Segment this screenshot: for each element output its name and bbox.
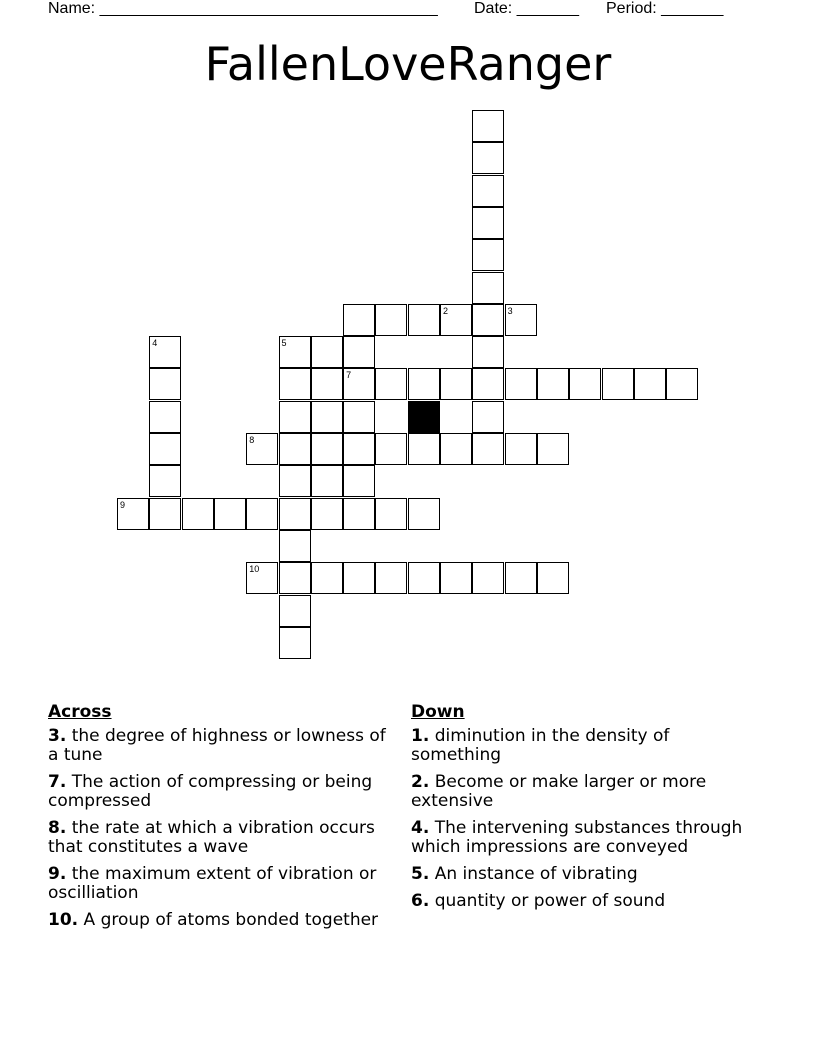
clue-number: 8 (249, 435, 255, 445)
grid-cell[interactable] (311, 368, 343, 400)
grid-cell[interactable] (182, 498, 214, 530)
across-clue (48, 865, 388, 903)
clue-number: 2. (411, 772, 430, 792)
grid-cell[interactable] (472, 272, 504, 304)
grid-cell[interactable] (440, 433, 472, 465)
grid-cell[interactable] (279, 336, 311, 368)
grid-cell[interactable] (343, 336, 375, 368)
grid-cell[interactable] (343, 465, 375, 497)
puzzle-title: FallenLoveRanger (204, 37, 612, 91)
grid-cell[interactable] (343, 368, 375, 400)
grid-cell[interactable] (246, 498, 278, 530)
grid-cell[interactable] (149, 368, 181, 400)
grid-cell[interactable] (375, 498, 407, 530)
grid-cell[interactable] (537, 368, 569, 400)
grid-cell[interactable] (472, 336, 504, 368)
grid-cell[interactable] (343, 304, 375, 336)
clue-number: 3 (507, 305, 513, 316)
grid-cell[interactable] (343, 562, 375, 594)
clue-text: the degree of highness or lowness of a tune (48, 726, 386, 765)
clue-number: 6. (411, 891, 430, 911)
grid-cell[interactable] (569, 368, 601, 400)
grid-cell[interactable] (117, 498, 149, 530)
grid-cell[interactable] (375, 562, 407, 594)
grid-cell[interactable] (472, 110, 504, 142)
clue-number: 7 (346, 370, 352, 381)
name-field-label: Name: ______________________________________ (48, 0, 438, 17)
grid-cell[interactable] (311, 465, 343, 497)
clue-number: 4. (411, 818, 430, 838)
grid-cell[interactable] (149, 465, 181, 497)
grid-cell[interactable] (440, 368, 472, 400)
grid-cell[interactable] (472, 433, 504, 465)
grid-cell[interactable] (537, 433, 569, 465)
grid-cell[interactable] (472, 368, 504, 400)
grid-cell[interactable] (311, 498, 343, 530)
clue-text: diminution in the density of something (411, 726, 670, 765)
clue-text: the rate at which a vibration occurs that constitutes a wave (48, 818, 375, 857)
grid-cell[interactable] (311, 433, 343, 465)
blocked-cell (408, 401, 440, 433)
grid-cell[interactable] (440, 562, 472, 594)
grid-cell[interactable] (149, 401, 181, 433)
clue-text: quantity or power of sound (434, 891, 666, 911)
clue-number: 2 (443, 305, 449, 316)
grid-cell[interactable] (311, 562, 343, 594)
grid-cell[interactable] (408, 433, 440, 465)
grid-cell[interactable] (666, 368, 698, 400)
grid-cell[interactable] (246, 433, 278, 465)
across-clue (48, 773, 388, 811)
clue-text: the maximum extent of vibration or oscilliation (48, 864, 377, 903)
down-heading: Down (411, 702, 465, 722)
clue-text: A group of atoms bonded together (83, 910, 379, 930)
grid-cell[interactable] (311, 336, 343, 368)
across-clue (48, 819, 388, 857)
clue-number: 7. (48, 772, 67, 792)
down-clue (411, 773, 751, 811)
clue-number: 10. (48, 910, 79, 930)
date-field-label: Date: _______ (474, 0, 579, 17)
clue-number: 9. (48, 864, 67, 884)
grid-cell[interactable] (634, 368, 666, 400)
clue-number: 8. (48, 818, 67, 838)
grid-cell[interactable] (440, 304, 472, 336)
period-field-label: Period: _______ (606, 0, 724, 17)
grid-cell[interactable] (279, 368, 311, 400)
grid-cell[interactable] (472, 142, 504, 174)
grid-cell[interactable] (408, 498, 440, 530)
grid-cell[interactable] (343, 498, 375, 530)
clue-number: 10 (249, 564, 260, 575)
down-clue (411, 727, 751, 765)
grid-cell[interactable] (279, 433, 311, 465)
grid-cell[interactable] (343, 433, 375, 465)
down-clues (411, 703, 751, 919)
grid-cell[interactable] (408, 562, 440, 594)
grid-cell[interactable] (472, 239, 504, 271)
clue-text: An instance of vibrating (434, 864, 638, 884)
clue-text: The intervening substances through which impressions are conveyed (411, 818, 743, 857)
grid-cell[interactable] (149, 433, 181, 465)
grid-cell[interactable] (149, 498, 181, 530)
across-clue (48, 727, 388, 765)
grid-cell[interactable] (537, 562, 569, 594)
grid-cell[interactable] (505, 562, 537, 594)
grid-cell[interactable] (472, 562, 504, 594)
grid-cell[interactable] (279, 498, 311, 530)
grid-cell[interactable] (375, 368, 407, 400)
grid-cell[interactable] (408, 368, 440, 400)
down-clue (411, 819, 751, 857)
grid-cell[interactable] (279, 530, 311, 562)
grid-cell[interactable] (472, 401, 504, 433)
down-clue (411, 865, 751, 884)
grid-cell[interactable] (246, 562, 278, 594)
clue-number: 1. (411, 726, 430, 746)
across-clues (48, 703, 388, 938)
grid-cell[interactable] (472, 207, 504, 239)
grid-cell[interactable] (279, 401, 311, 433)
grid-cell[interactable] (375, 433, 407, 465)
grid-cell[interactable] (279, 465, 311, 497)
grid-cell[interactable] (408, 304, 440, 336)
grid-cell[interactable] (149, 336, 181, 368)
down-clue (411, 892, 751, 911)
grid-cell[interactable] (311, 401, 343, 433)
grid-cell[interactable] (279, 627, 311, 659)
grid-cell[interactable] (602, 368, 634, 400)
grid-cell[interactable] (375, 304, 407, 336)
clue-number: 9 (120, 499, 126, 510)
clue-number: 5 (281, 338, 287, 349)
grid-cell[interactable] (505, 304, 537, 336)
grid-cell[interactable] (279, 562, 311, 594)
clue-number: 5. (411, 864, 430, 884)
grid-cell[interactable] (505, 433, 537, 465)
clue-number: 3. (48, 726, 67, 746)
across-clue (48, 911, 388, 930)
grid-cell[interactable] (279, 595, 311, 627)
grid-cell[interactable] (214, 498, 246, 530)
grid-cell[interactable] (472, 175, 504, 207)
clue-text: Become or make larger or more extensive (411, 772, 707, 811)
grid-cell[interactable] (343, 401, 375, 433)
clue-text: The action of compressing or being compressed (48, 772, 373, 811)
grid-cell[interactable] (472, 304, 504, 336)
grid-cell[interactable] (505, 368, 537, 400)
clue-number: 4 (152, 338, 158, 349)
across-heading: Across (48, 702, 112, 722)
